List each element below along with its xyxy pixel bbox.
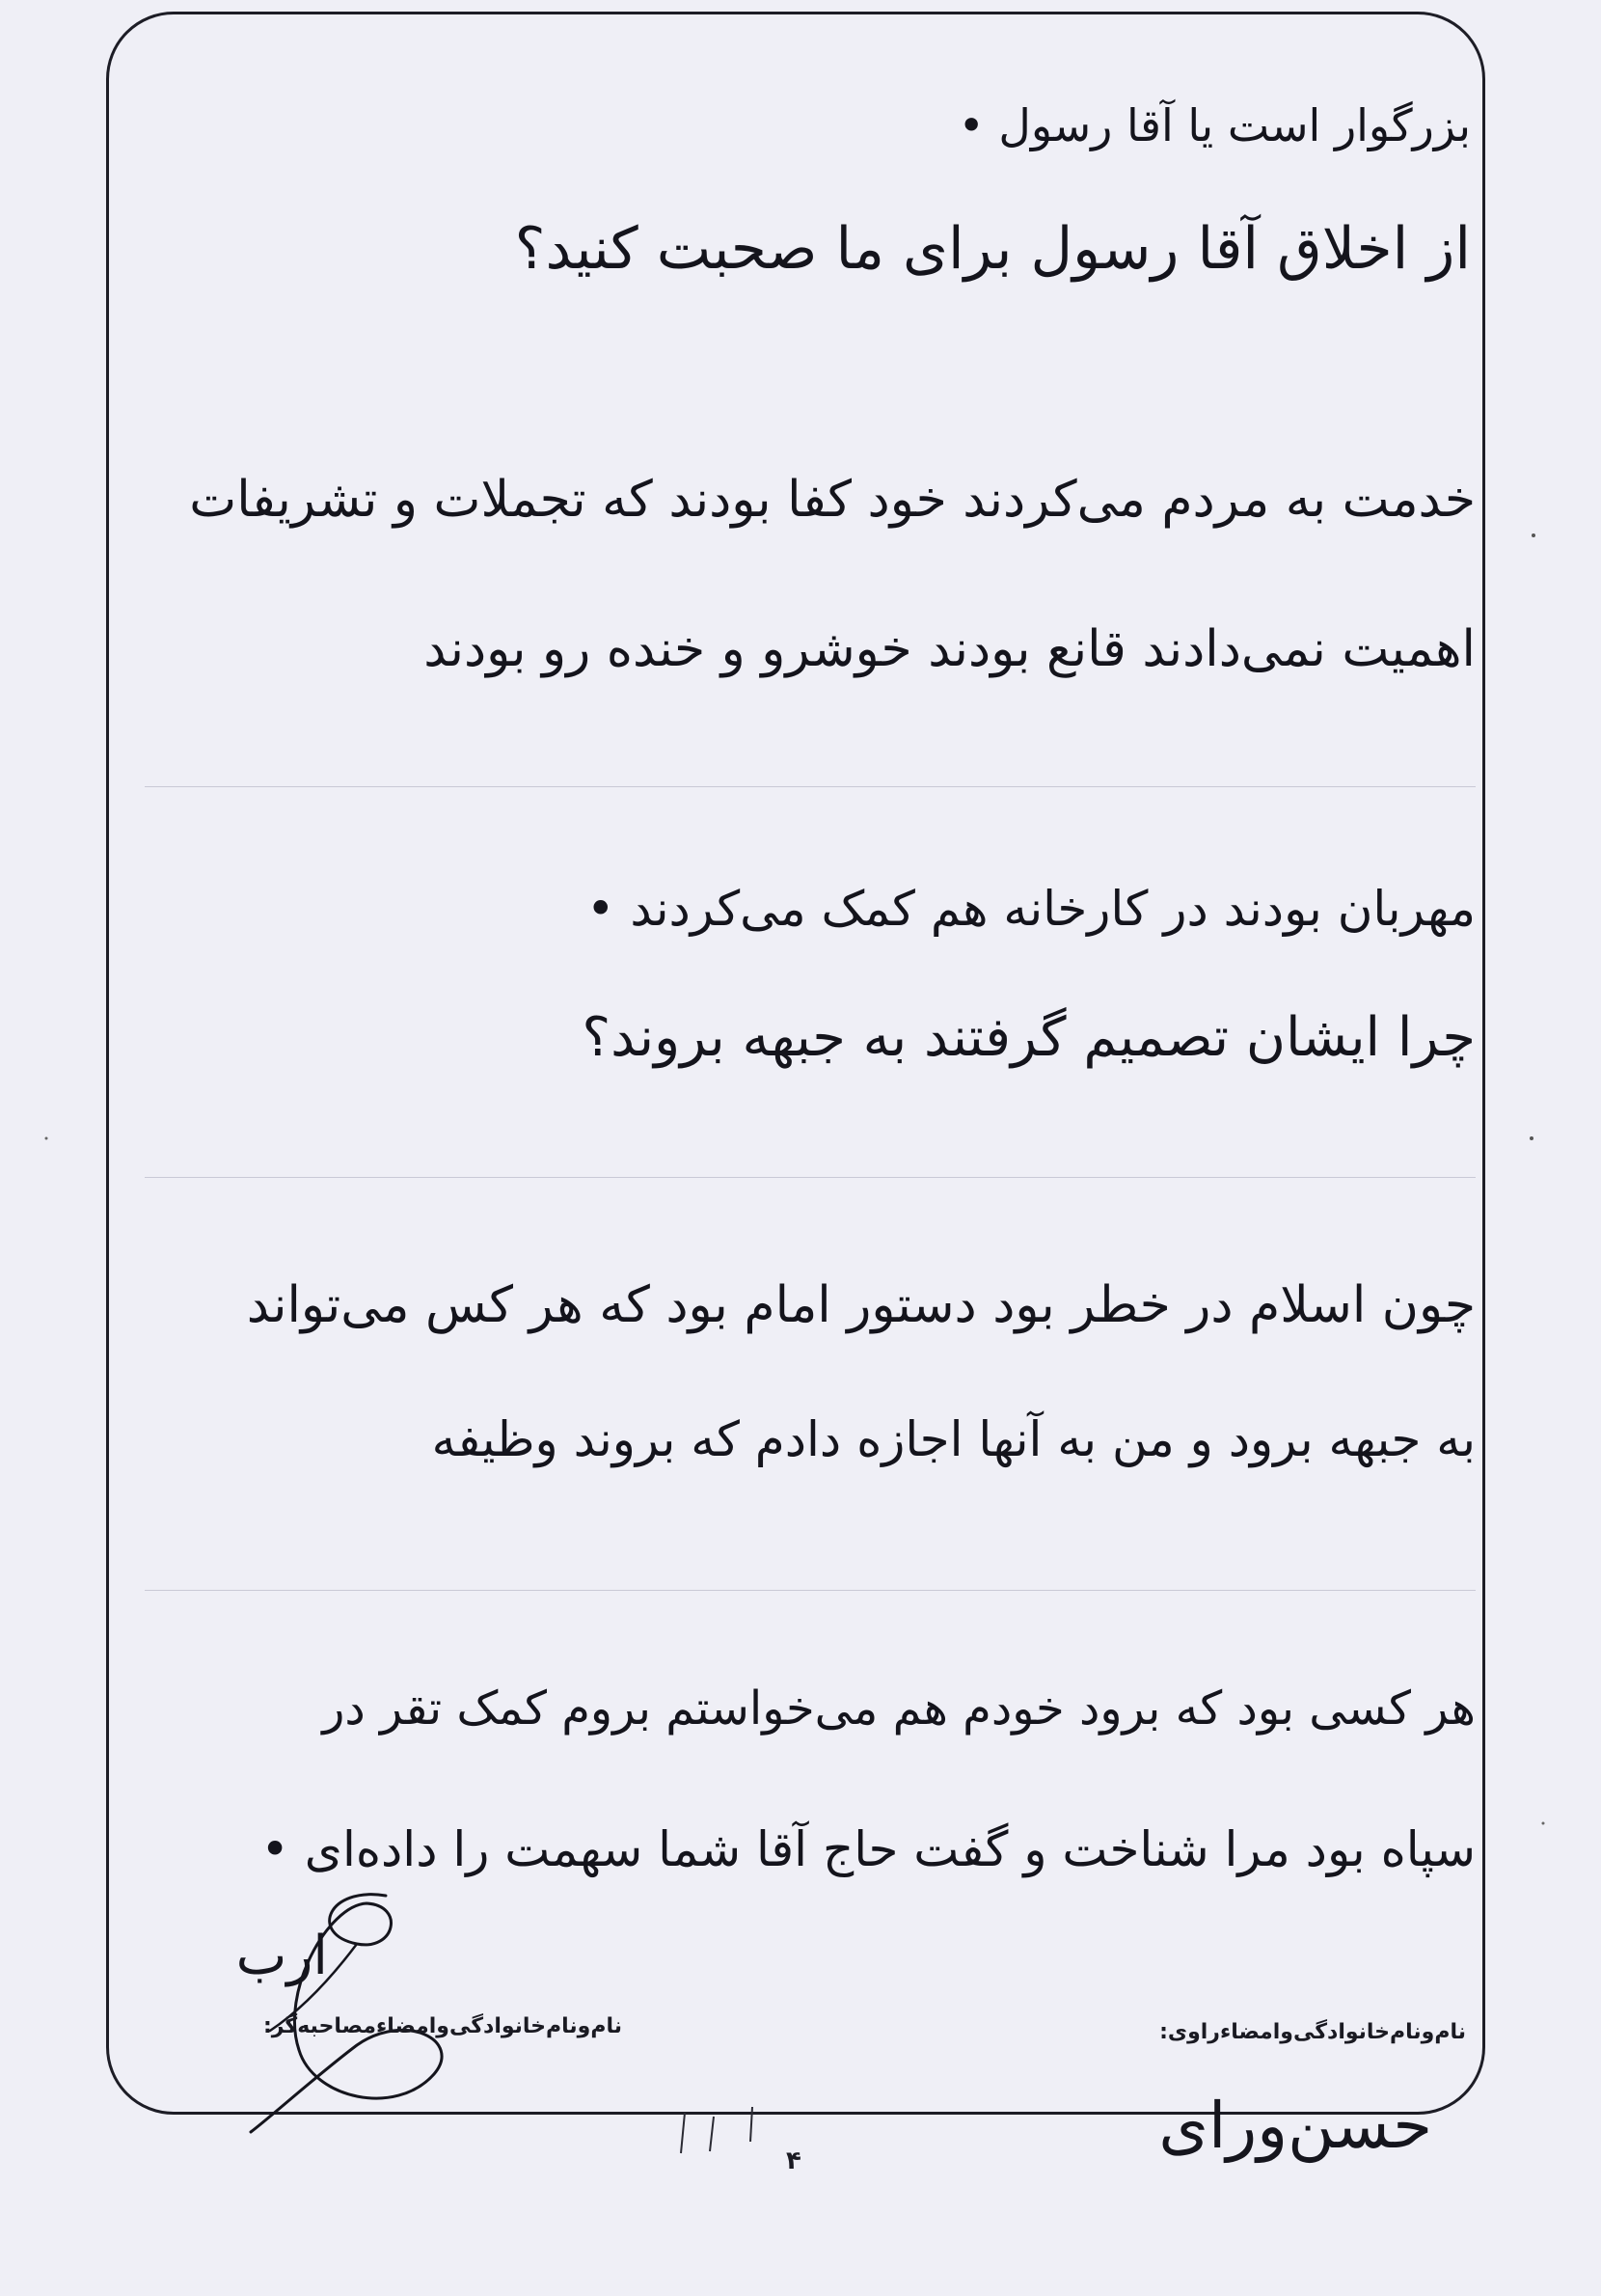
page-number: ۴	[786, 2146, 801, 2175]
guide-line	[145, 1177, 1476, 1178]
answer-line-3: مهربان بودند در کارخانه هم کمک می‌کردند •	[585, 881, 1476, 937]
interviewer-label: نام‌ونام‌خانوادگی‌وامضاءمصاحبه‌گر:	[262, 2014, 622, 2038]
question-line-3: چرا ایشان تصمیم گرفتند به جبهه بروند؟	[582, 1006, 1476, 1069]
answer-line-4: چون اسلام در خطر بود دستور امام بود که هر کس می‌تواند	[246, 1276, 1476, 1334]
interviewer-initials: ارب	[235, 1925, 328, 1987]
answer-line-7: سپاه بود مرا شناخت و گفت حاج آقا شما سهمت را داده‌ای •	[260, 1821, 1476, 1877]
guide-line	[145, 786, 1476, 787]
guide-line	[145, 1590, 1476, 1591]
answer-line-6: هر کسی بود که برود خودم هم می‌خواستم بروم کمک تقر در	[322, 1681, 1476, 1736]
answer-line-5: به جبهه برود و من به آنها اجازه دادم که بروند وظیفه	[431, 1411, 1476, 1467]
answer-line-2: اهمیت نمی‌دادند قانع بودند خوشرو و خنده رو بودند	[423, 620, 1476, 678]
interviewer-signature-scribble	[241, 1876, 473, 2137]
answer-line-1: خدمت به مردم می‌کردند خود کفا بودند که تجملات و تشریفات	[189, 471, 1476, 529]
narrator-label: نام‌ونام‌خانوادگی‌وامضاءراوی:	[1159, 2020, 1466, 2044]
question-line-1: بزرگوار است یا آقا رسول •	[958, 99, 1471, 151]
question-line-2: از اخلاق آقا رسول برای ما صحبت کنید؟	[514, 215, 1471, 283]
narrator-signature: حسن‌ورای	[1158, 2089, 1432, 2163]
handwritten-ticks	[675, 2103, 887, 2161]
